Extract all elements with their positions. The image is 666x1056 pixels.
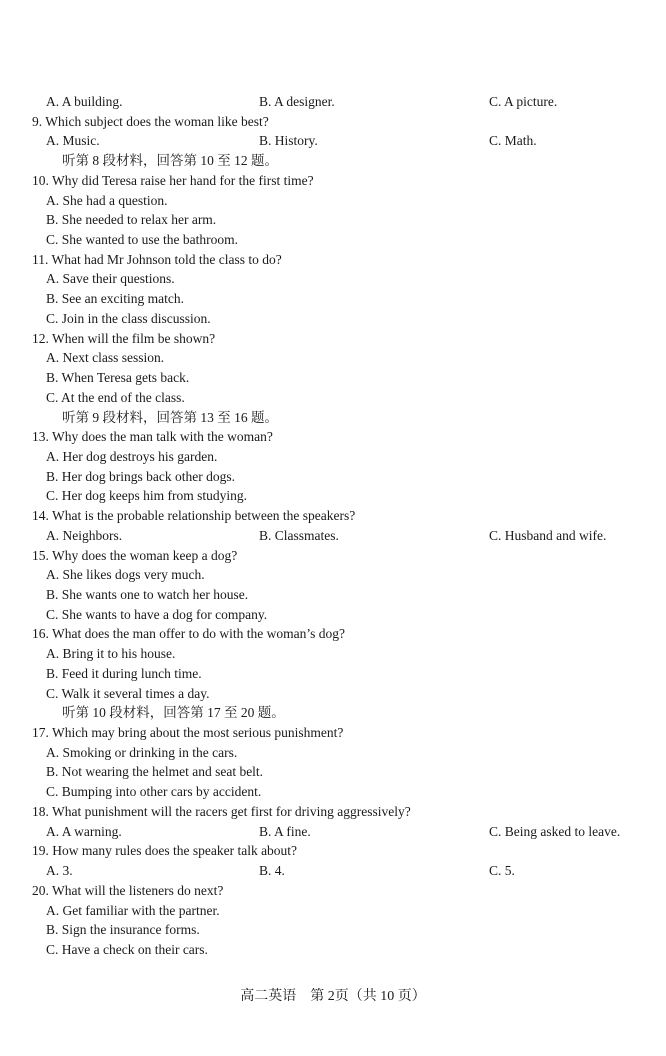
answer-option: B. A designer. <box>259 94 335 109</box>
question-stem: 16. What does the man offer to do with the woman’s dog? <box>32 626 345 641</box>
question-stem: 9. Which subject does the woman like best? <box>32 114 269 129</box>
answer-option: B. Feed it during lunch time. <box>46 666 202 681</box>
page-footer: 高二英语 第 2页（共 10 页） <box>240 989 426 1004</box>
answer-option: A. Music. <box>46 133 100 148</box>
answer-option: B. A fine. <box>259 824 311 839</box>
question-stem: 15. Why does the woman keep a dog? <box>32 548 238 563</box>
answer-option: B. See an exciting match. <box>46 291 184 306</box>
answer-option: C. 5. <box>489 863 515 878</box>
answer-option: C. Have a check on their cars. <box>46 942 208 957</box>
answer-option: B. 4. <box>259 863 285 878</box>
answer-option: C. Bumping into other cars by accident. <box>46 784 262 799</box>
answer-option: B. History. <box>259 133 318 148</box>
question-stem: 19. How many rules does the speaker talk about? <box>32 843 298 858</box>
answer-option: A. She had a question. <box>46 193 168 208</box>
answer-option: A. Smoking or drinking in the cars. <box>46 745 238 760</box>
answer-option: C. Math. <box>489 133 537 148</box>
question-stem: 11. What had Mr Johnson told the class to do? <box>32 252 282 267</box>
answer-option: B. She wants one to watch her house. <box>46 587 249 602</box>
answer-option: A. Her dog destroys his garden. <box>46 449 218 464</box>
section-instruction: 听第 8 段材料，回答第 10 至 12 题。 <box>62 153 278 168</box>
answer-option: B. Sign the insurance forms. <box>46 922 200 937</box>
question-stem: 17. Which may bring about the most serious punishment? <box>32 725 344 740</box>
answer-option: B. When Teresa gets back. <box>46 370 190 385</box>
question-stem: 13. Why does the man talk with the woman? <box>32 429 273 444</box>
answer-option: A. Get familiar with the partner. <box>46 903 220 918</box>
answer-option: B. She needed to relax her arm. <box>46 212 217 227</box>
answer-option: C. Walk it several times a day. <box>46 686 210 701</box>
answer-option: A. Neighbors. <box>46 528 123 543</box>
answer-option: C. Join in the class discussion. <box>46 311 211 326</box>
question-stem: 10. Why did Teresa raise her hand for the first time? <box>32 173 314 188</box>
question-stem: 18. What punishment will the racers get first for driving aggressively? <box>32 804 411 819</box>
answer-option: A. A warning. <box>46 824 122 839</box>
answer-option: A. Bring it to his house. <box>46 646 176 661</box>
answer-option: B. Not wearing the helmet and seat belt. <box>46 764 264 779</box>
question-stem: 20. What will the listeners do next? <box>32 883 224 898</box>
answer-option: A. She likes dogs very much. <box>46 567 205 582</box>
answer-option: A. Save their questions. <box>46 271 175 286</box>
section-instruction: 听第 9 段材料，回答第 13 至 16 题。 <box>62 410 278 425</box>
section-instruction: 听第 10 段材料，回答第 17 至 20 题。 <box>62 705 285 720</box>
answer-option: B. Classmates. <box>259 528 339 543</box>
question-stem: 14. What is the probable relationship between the speakers? <box>32 508 356 523</box>
answer-option: C. At the end of the class. <box>46 390 185 405</box>
answer-option: C. Husband and wife. <box>489 528 607 543</box>
answer-option: A. A building. <box>46 94 123 109</box>
answer-option: C. Her dog keeps him from studying. <box>46 488 247 503</box>
answer-option: C. She wants to have a dog for company. <box>46 607 268 622</box>
answer-option: C. She wanted to use the bathroom. <box>46 232 238 247</box>
answer-option: A. Next class session. <box>46 350 165 365</box>
answer-option: C. Being asked to leave. <box>489 824 621 839</box>
answer-option: B. Her dog brings back other dogs. <box>46 469 235 484</box>
answer-option: A. 3. <box>46 863 73 878</box>
answer-option: C. A picture. <box>489 94 558 109</box>
question-stem: 12. When will the film be shown? <box>32 331 216 346</box>
